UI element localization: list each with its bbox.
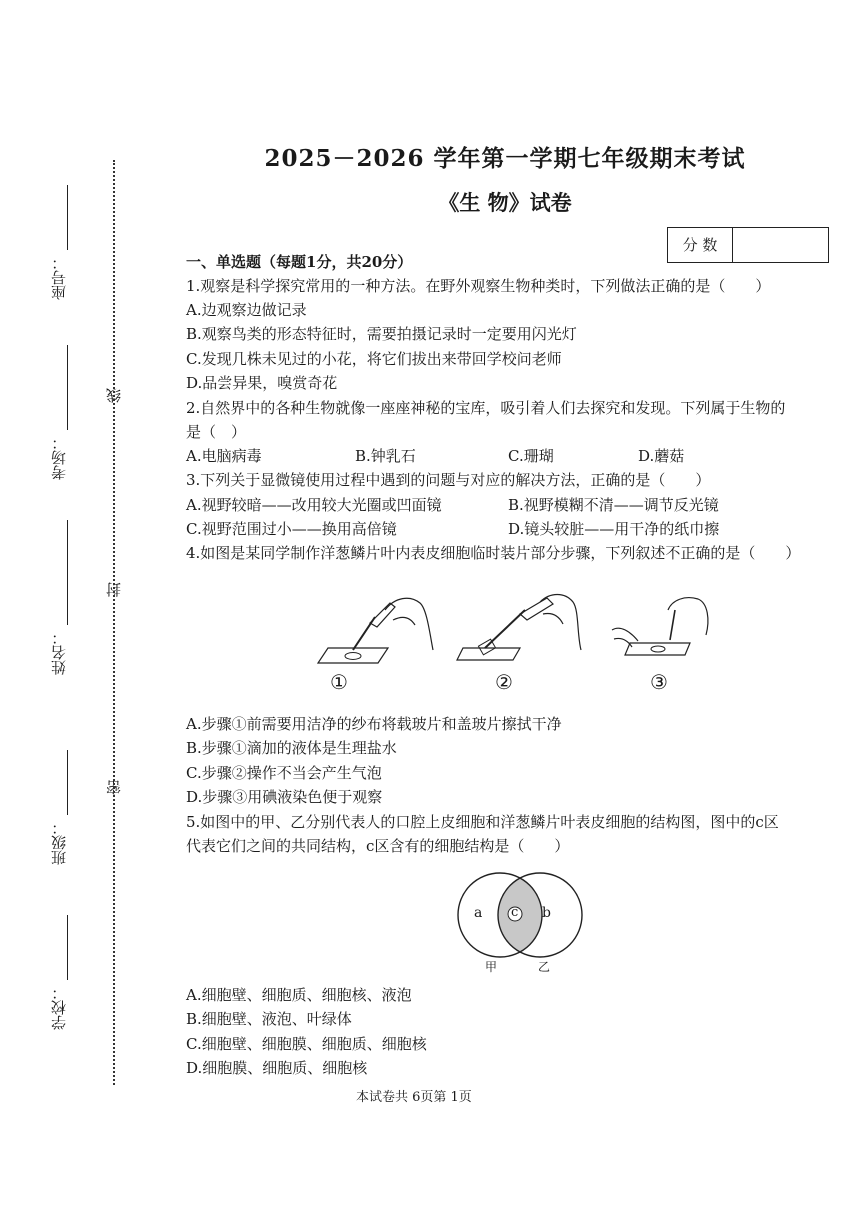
venn-label-left: 甲 (485, 960, 498, 974)
q5-option-a: A.细胞壁、细胞质、细胞核、液泡 (186, 986, 412, 1004)
school-line[interactable] (67, 915, 68, 980)
q5-stem: 5.如图中的甲、乙分别代表人的口腔上皮细胞和洋葱鳞片叶表皮细胞的结构图，图中的c区 (186, 813, 779, 831)
score-box (667, 227, 829, 263)
q4-option-a: A.步骤①前需要用洁净的纱布将载玻片和盖玻片擦拭干净 (186, 715, 562, 733)
step1-label: ① (330, 670, 348, 694)
seal-char-secret: 密 (105, 780, 123, 795)
name-line[interactable] (67, 520, 68, 625)
venn-diagram (455, 870, 585, 975)
score-label: 分 数 (668, 228, 733, 262)
q5-option-c: C.细胞壁、细胞膜、细胞质、细胞核 (186, 1035, 427, 1053)
binding-dotted-line (113, 160, 115, 1085)
q4-option-b: B.步骤①滴加的液体是生理盐水 (186, 739, 397, 757)
step2-illustration (455, 590, 585, 670)
q2-stem-cont: 是（ ） (186, 423, 247, 441)
venn-label-c: c (511, 905, 519, 920)
q3-option-d: D.镜头较脏——用干净的纸巾擦 (508, 520, 720, 538)
q5-option-b: B.细胞壁、液泡、叶绿体 (186, 1010, 352, 1028)
exam-room-line[interactable] (67, 345, 68, 430)
q1-stem: 1.观察是科学探究常用的一种方法。在野外观察生物种类时，下列做法正确的是（ ） (186, 277, 771, 295)
q4-option-c: C.步骤②操作不当会产生气泡 (186, 764, 382, 782)
venn-label-a: a (474, 905, 483, 921)
step3-illustration (610, 595, 720, 670)
class-label: 班级： (50, 820, 68, 865)
page-footer: 本试卷共 6页第 1页 (356, 1090, 472, 1105)
venn-label-right: 乙 (538, 960, 551, 974)
exam-subtitle: 《生 物》试卷 (438, 190, 572, 215)
venn-label-b: b (542, 905, 551, 921)
q4-option-d: D.步骤③用碘液染色便于观察 (186, 788, 383, 806)
step1-illustration (315, 595, 445, 670)
q3-option-c: C.视野范围过小——换用高倍镜 (186, 520, 397, 538)
seal-char-seal: 封 (105, 582, 123, 597)
name-label: 姓名： (50, 630, 68, 675)
step3-label: ③ (650, 670, 668, 694)
q5-option-d: D.细胞膜、细胞质、细胞核 (186, 1059, 368, 1077)
exam-room-label: 考场： (50, 435, 68, 480)
school-label: 学校： (50, 985, 68, 1030)
q2-option-c: C.珊瑚 (508, 447, 554, 465)
q1-option-c: C.发现几株未见过的小花，将它们拔出来带回学校问老师 (186, 350, 562, 368)
q2-option-d: D.蘑菇 (638, 447, 685, 465)
q2-stem: 2.自然界中的各种生物就像一座座神秘的宝库，吸引着人们去探究和发现。下列属于生物的 (186, 399, 786, 417)
seat-number-label: 座号： (50, 255, 68, 300)
q2-option-b: B.钟乳石 (355, 447, 416, 465)
q5-stem-cont: 代表它们之间的共同结构，c区含有的细胞结构是（ ） (186, 837, 570, 855)
exam-title: 2025－2026 学年第一学期七年级期末考试 (264, 145, 746, 172)
q1-option-d: D.品尝异果，嗅赏奇花 (186, 374, 338, 392)
q3-option-b: B.视野模糊不清——调节反光镜 (508, 496, 719, 514)
section-heading: 一、单选题（每题1分，共20分） (186, 253, 413, 271)
q3-stem: 3.下列关于显微镜使用过程中遇到的问题与对应的解决方法，正确的是（ ） (186, 471, 711, 489)
score-value-field[interactable] (733, 228, 828, 262)
q3-option-a: A.视野较暗——改用较大光圈或凹面镜 (186, 496, 442, 514)
step2-label: ② (495, 670, 513, 694)
q1-option-a: A.边观察边做记录 (186, 301, 307, 319)
seal-char-line: 线 (105, 388, 123, 403)
class-line[interactable] (67, 750, 68, 815)
q1-option-b: B.观察鸟类的形态特征时，需要拍摄记录时一定要用闪光灯 (186, 325, 577, 343)
q2-option-a: A.电脑病毒 (186, 447, 262, 465)
q4-stem: 4.如图是某同学制作洋葱鳞片叶内表皮细胞临时装片部分步骤，下列叙述不正确的是（ ） (186, 544, 801, 562)
